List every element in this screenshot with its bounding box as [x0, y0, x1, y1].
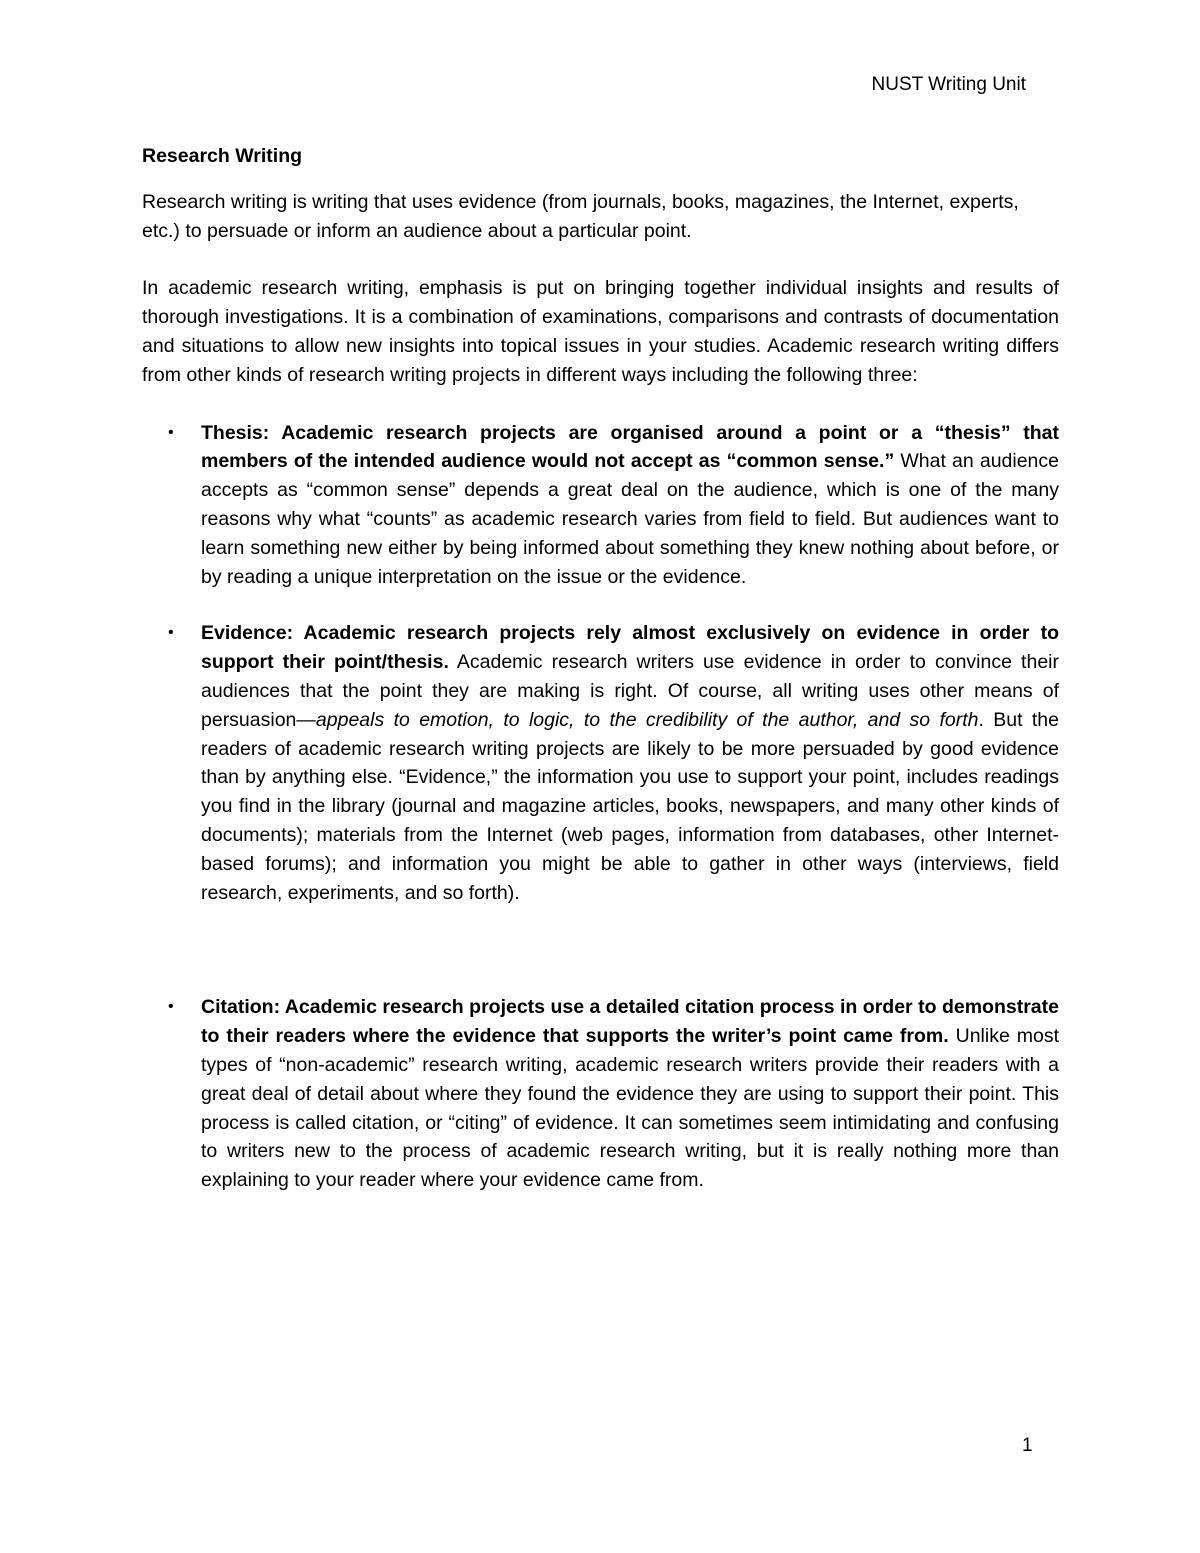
citation-text: Unlike most types of “non-academic” research writing, academic research writers provide their readers with a great deal of detail about where they found the evidence they are using to support their point. This process is called citation, or “citing” of evidence. It can sometimes seem intimidating and confusing to writers new to the process of academic research writing, but it is really nothing more than explaining to your reader where your evidence came from.	[201, 1025, 1059, 1192]
page-header: NUST Writing Unit	[871, 74, 1026, 95]
bullet-icon: •	[168, 998, 174, 1016]
evidence-text-before: Academic research writers use evidence in order to convince their audiences that the point they are making is right. Of course, all writing uses other means of persuasion—	[201, 651, 1059, 731]
evidence-text-after: . But the readers of academic research writing projects are likely to be more persuaded by good evidence than by anything else. “Evidence,” the information you use to support your point, includes readings you find in the library (journal and magazine articles, books, newspapers, and many other kinds of documents); materials from the Internet (web pages, information from databases, other Internet-based forums); and information you might be able to gather in other ways (interviews, field research, experiments, and so forth).	[201, 708, 1059, 904]
page-number: 1	[1022, 1435, 1033, 1456]
document-title: Research Writing	[142, 145, 303, 167]
bullet-citation	[142, 993, 1059, 1195]
bullet-icon: •	[168, 624, 174, 642]
thesis-text: What an audience accepts as “common sense” depends a great deal on the audience, which is one of the many reasons why what “counts” as academic research varies from field to field. But audiences want to learn something new either by being informed about something they knew nothing about before, or by reading a unique interpretation on the issue or the evidence.	[201, 450, 1059, 588]
evidence-heading: Evidence: Academic research projects rely almost exclusively on evidence in order to support their point/thesis.	[201, 622, 1059, 674]
bullet-evidence	[142, 619, 1059, 907]
intro-paragraph: Research writing is writing that uses evidence (from journals, books, magazines, the Internet, experts, etc.) to persuade or inform an audience about a particular point.	[142, 190, 1019, 242]
citation-heading: Citation: Academic research projects use a detailed citation process in order to demonstrate to their readers where the evidence that supports the writer’s point came from.	[201, 996, 1059, 1048]
thesis-heading: Thesis: Academic research projects are organised around a point or a “thesis” that members of the intended audience would not accept as “common sense.”	[201, 421, 1059, 473]
bullet-thesis	[142, 419, 1059, 592]
bullet-icon: •	[168, 423, 174, 441]
evidence-italic-text: appeals to emotion, to logic, to the credibility of the author, and so forth	[315, 708, 979, 731]
document-body	[142, 142, 1059, 1223]
academic-paragraph: In academic research writing, emphasis is put on bringing together individual insights and results of thorough investigations. It is a combination of examinations, comparisons and contrasts of documentation and situations to allow new insights into topical issues in your studies. Academic research writing differs from other kinds of research writing projects in different ways including the following three:	[142, 277, 1059, 386]
bullet-list	[142, 419, 1059, 1195]
